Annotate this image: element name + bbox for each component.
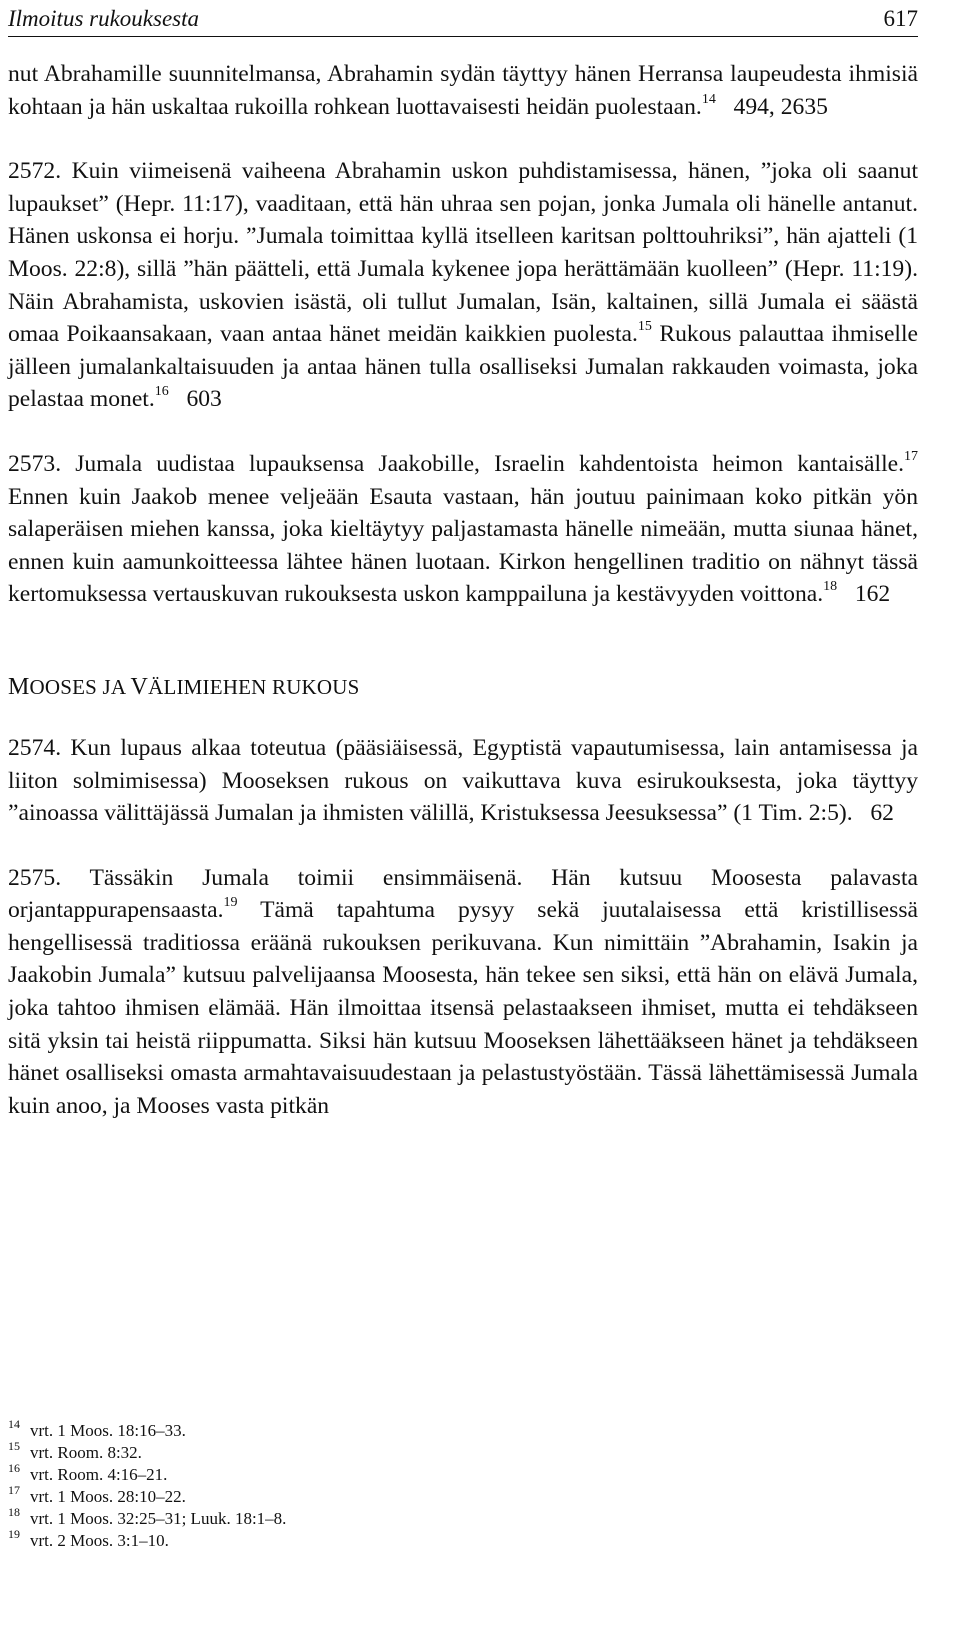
footnote-text: vrt. 2 Moos. 3:1–10. — [30, 1531, 169, 1550]
paragraph-text: Ennen kuin Jaakob menee veljeään Esauta vastaan, hän joutuu painimaan koko pitkän yön salaperäisen miehen kanssa, joka kieltäytyy paljastamasta hänelle nimeään, mutta siunaa hänet, ennen kuin aamunkoitteessa lähtee hänen luotaan. Kirkon hengellinen traditio on nähnyt tässä kertomuksessa vertauskuvan rukouksesta uskon kamppailuna ja kestävyyden voittona. — [8, 483, 918, 608]
footnotes — [8, 1417, 918, 1552]
footnote — [8, 1461, 918, 1486]
footnote — [8, 1417, 918, 1442]
footnote-number: 19 — [8, 1527, 20, 1542]
footnote-text: vrt. 1 Moos. 32:25–31; Luuk. 18:1–8. — [30, 1509, 287, 1528]
paragraph-number: 2575. — [8, 864, 62, 891]
paragraph-2575 — [8, 862, 918, 1123]
paragraph-number: 2574. — [8, 734, 62, 761]
footnote-text: vrt. 1 Moos. 18:16–33. — [30, 1421, 186, 1440]
paragraph-number: 2573. — [8, 450, 62, 477]
cross-references: 494, 2635 — [733, 93, 828, 120]
footnote-ref[interactable]: 18 — [823, 579, 838, 595]
footnote — [8, 1483, 918, 1508]
footnote-ref[interactable]: 19 — [223, 895, 238, 911]
paragraph-text: Tämä tapahtuma pysyy sekä juutalaisessa että kristillisessä hengellisessä traditiossa eräänä rukouksen perikuvana. Kun nimittäin ”Abrahamin, Isakin ja Jaakobin Jumala” kutsuu palvelijaansa Moosesta, hän tekee sen siksi, että hän on elävä Jumala, joka tahtoo ihmisen elämää. Hän ilmoittaa itsensä pelastaakseen ihmiset, mutta ei tehdäkseen sitä yksin tai heistä riippumatta. Siksi hän kutsuu Mooseksen lähettääkseen hänet ja tehdäkseen hänet osalliseksi omasta armahtavaisuudestaan ja pelastustyöstään. Tässä lähettämisessä Jumala kuin anoo, ja Mooses vasta pitkän — [8, 897, 918, 1119]
footnote-number: 14 — [8, 1417, 20, 1432]
footnote-number: 15 — [8, 1439, 20, 1454]
paragraph-2573 — [8, 448, 918, 611]
heading-text: OOSES JA — [29, 674, 131, 699]
paragraph-2572 — [8, 155, 918, 416]
running-header — [8, 6, 918, 34]
main-text — [8, 58, 918, 1154]
footnote-ref[interactable]: 17 — [904, 449, 918, 465]
header-title: Ilmoitus rukouksesta — [8, 6, 200, 31]
paragraph-text: Jumala uudistaa lupauksensa Jaakobille, Israelin kahdentoista heimon kantaisälle. — [75, 450, 904, 477]
section-heading — [8, 672, 918, 702]
paragraph-text: Kun lupaus alkaa toteutua (pääsiäisessä, Egyptistä vapautumisessa, lain antamisessa ja liiton solmimisessa) Mooseksen rukous on vaikuttava kuva esirukouksesta, joka täyttyy ”ainoassa välittäjässä Jumalan ja ihmisten välillä, Kristuksessa Jeesuksessa” (1 Tim. 2:5). — [8, 734, 918, 827]
paragraph-text: Kuin viimeisenä vaiheena Abrahamin uskon puhdistamisessa, hänen, ”joka oli saanut lupaukset” (Hepr. 11:17), vaaditaan, että hän uhraa sen pojan, jonka Jumala oli hänelle antanut. Hänen uskonsa ei horju. ”Jumala toimittaa kyllä itselleen karitsan polttouhriksi”, hän ajatteli (1 Moos. 22:8), sillä ”hän päätteli, että Jumala kykenee jopa herättämään kuolleen” (Hepr. 11:19). Näin Abrahamista, uskovien isästä, oli tullut Jumalan, Isän, kaltainen, sillä Jumala ei säästä omaa Poikaansakaan, vaan antaa hänet meidän kaikkien puolesta. — [8, 158, 918, 348]
footnote — [8, 1505, 918, 1530]
header-rule — [8, 36, 918, 37]
paragraph-number: 2572. — [8, 158, 62, 185]
paragraph-text: Rukous palauttaa ihmiselle jälleen jumalankaltaisuuden ja antaa hänen tulla osalliseksi Jumalan rakkauden voimasta, joka pelastaa monet. — [8, 321, 918, 413]
footnote — [8, 1439, 918, 1464]
paragraph-text: nut Abrahamille suunnitelmansa, Abrahamin sydän täyttyy hänen Herransa laupeudesta ihmisiä kohtaan ja hän uskaltaa rukoilla rohkean luottavaisesti heidän puolestaan. — [8, 61, 918, 120]
footnote-text: vrt. 1 Moos. 28:10–22. — [30, 1487, 186, 1506]
paragraph-text: Tässäkin Jumala toimii ensimmäisenä. Hän kutsuu Moosesta palavasta orjantappurapensaasta. — [8, 864, 918, 924]
cross-references: 162 — [854, 581, 891, 608]
footnote-text: vrt. Room. 4:16–21. — [30, 1465, 168, 1484]
footnote-number: 18 — [8, 1505, 20, 1520]
cross-references: 603 — [186, 386, 222, 413]
footnote-number: 16 — [8, 1461, 20, 1476]
footnote-ref[interactable]: 14 — [701, 91, 716, 107]
paragraph-2574 — [8, 732, 918, 830]
heading-text: ÄLIMIEHEN RUKOUS — [148, 674, 360, 699]
cross-references: 62 — [870, 800, 894, 827]
footnote-ref[interactable]: 16 — [154, 384, 169, 400]
footnote-text: vrt. Room. 8:32. — [30, 1443, 142, 1462]
heading-capital: V — [130, 673, 149, 700]
footnote-number: 17 — [8, 1483, 20, 1498]
paragraph-continuation — [8, 58, 918, 123]
footnote — [8, 1527, 918, 1552]
heading-capital: M — [8, 673, 30, 700]
page-number: 617 — [883, 6, 918, 31]
footnote-ref[interactable]: 15 — [637, 319, 652, 335]
